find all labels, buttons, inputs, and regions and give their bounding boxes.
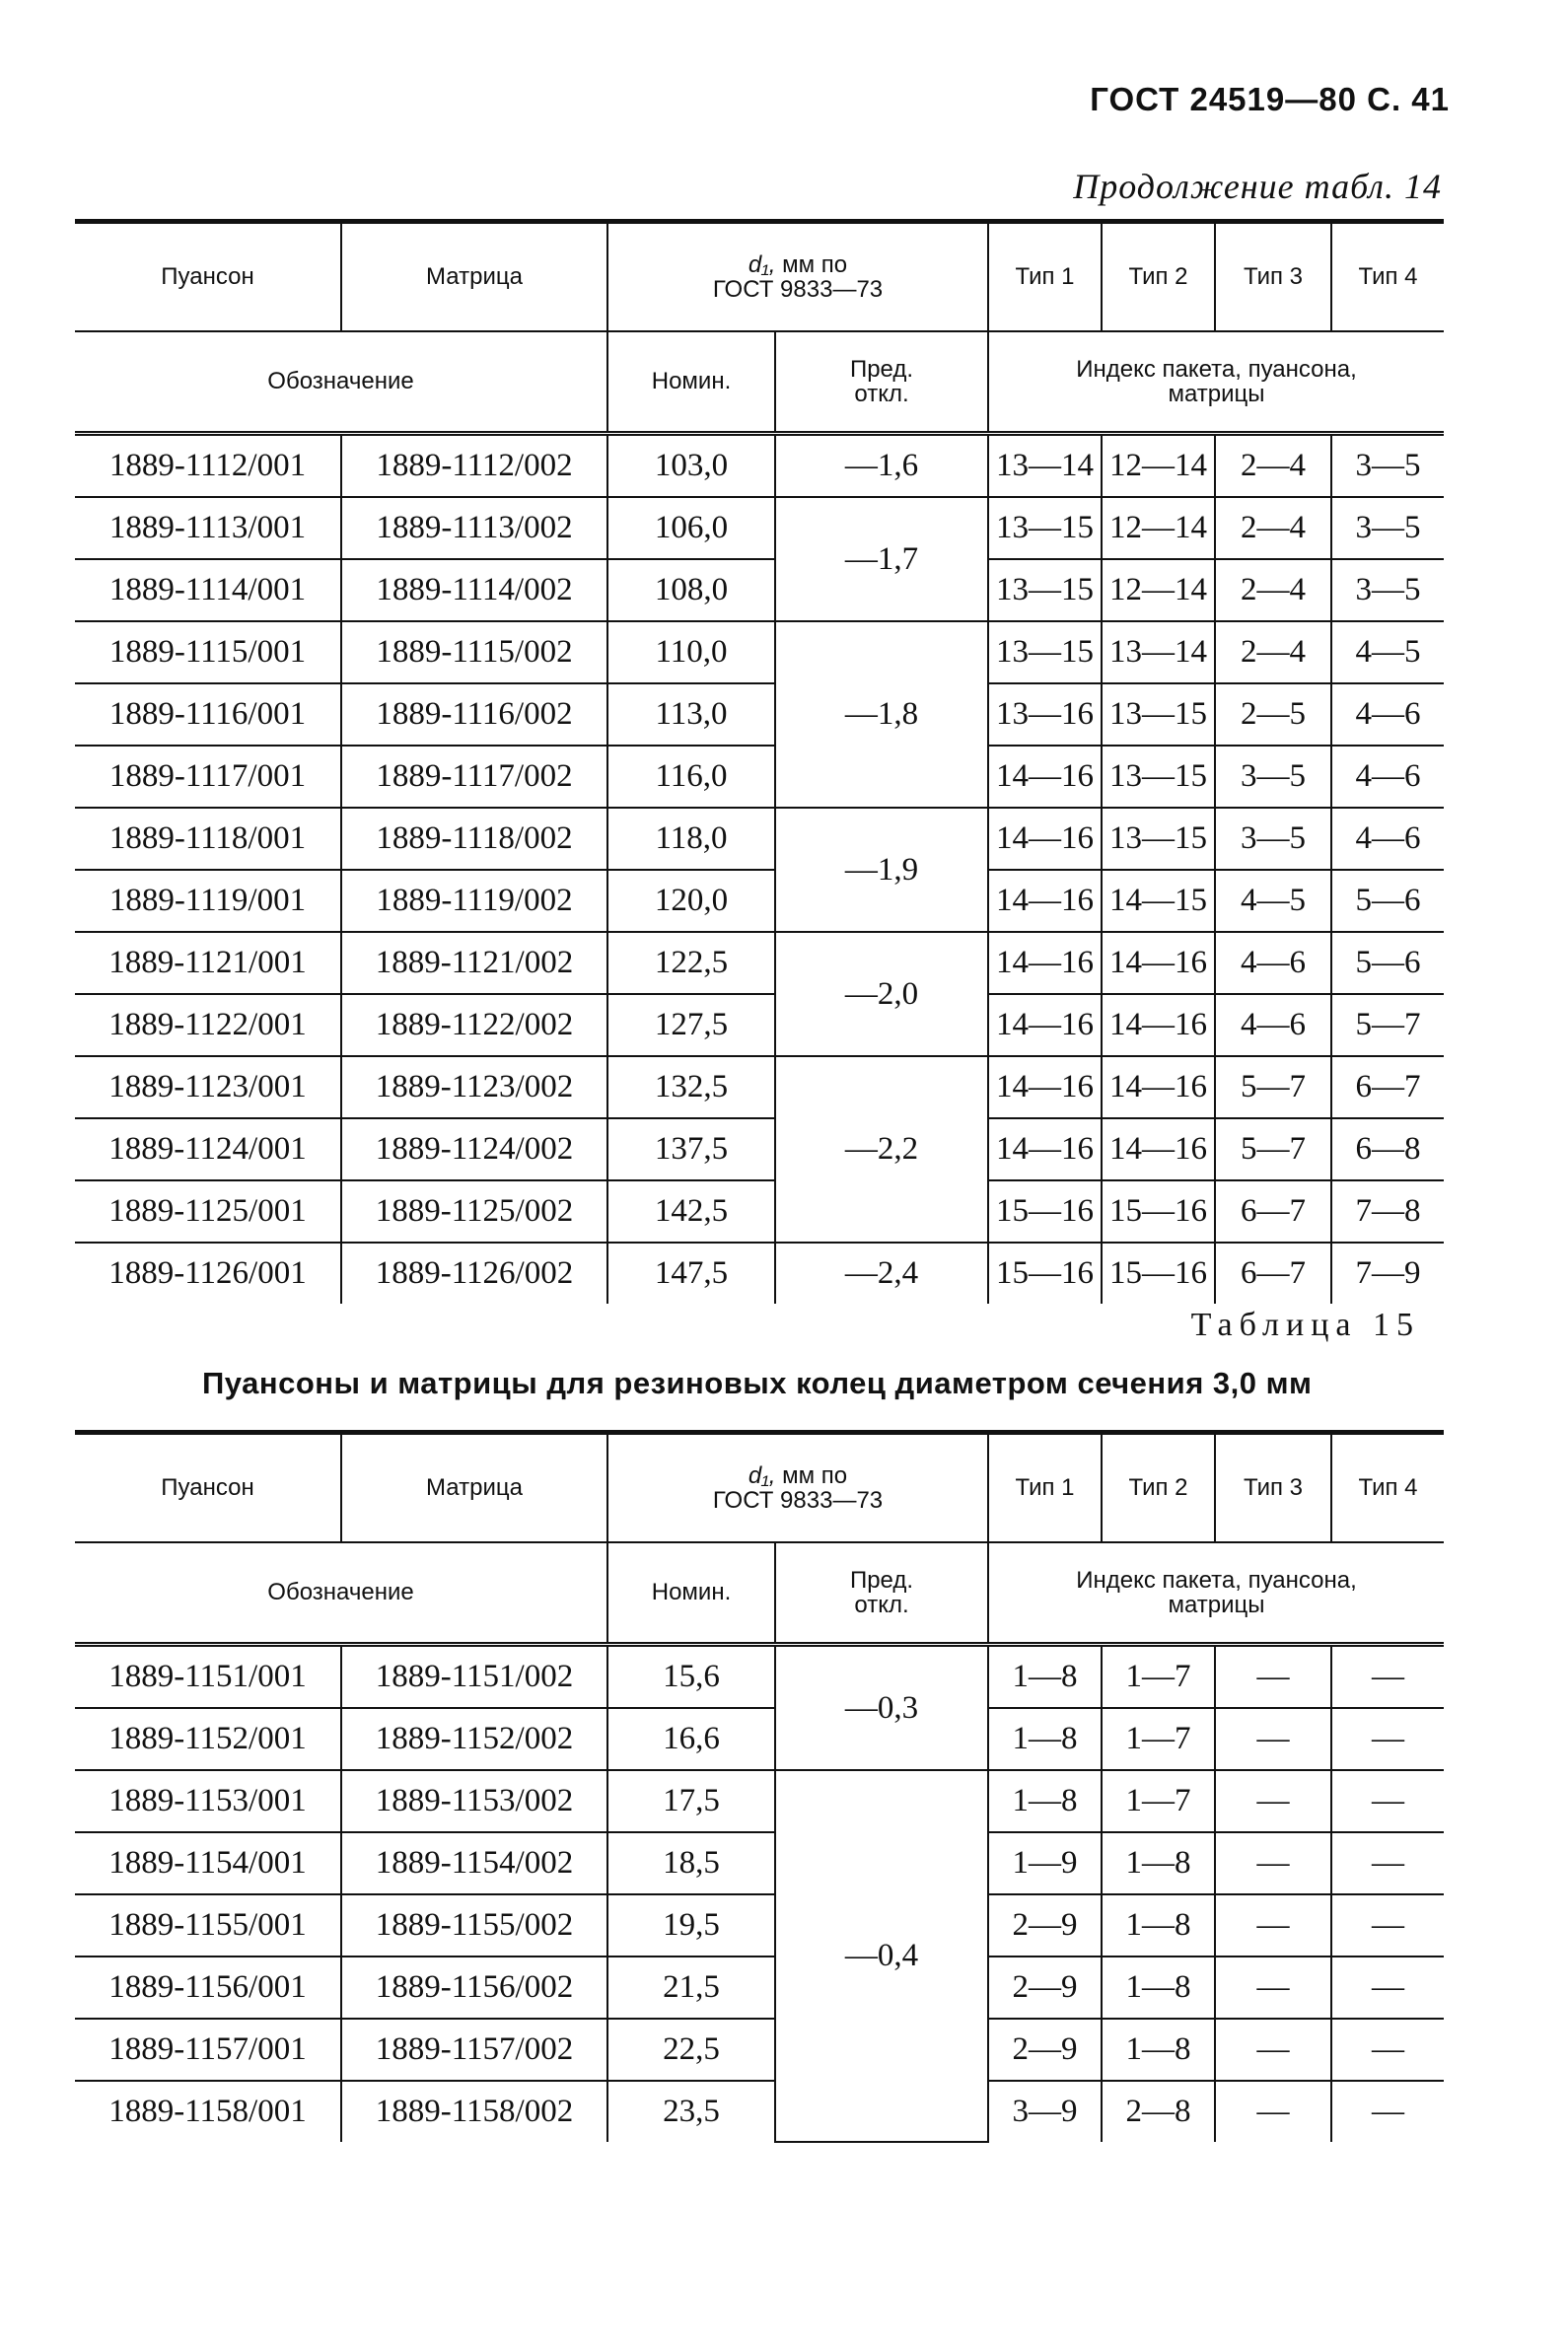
tolerance-value: —0,4 — [775, 1770, 988, 2142]
header-d1-standard: ГОСТ 9833—73 — [712, 1487, 884, 1514]
punch-code: 1889-1158/001 — [108, 2094, 307, 2129]
type3-index: — — [1215, 1708, 1331, 1770]
die-code: 1889-1113/002 — [341, 497, 607, 559]
header-punch: Пуансон — [75, 222, 341, 332]
type2-index: 14—16 — [1102, 994, 1215, 1056]
header-die: Матрица — [341, 222, 607, 332]
tolerance-value: —2,4 — [775, 1243, 988, 1304]
punch-code: 1889-1125/001 — [75, 1180, 341, 1243]
type4-index: 4—5 — [1331, 621, 1444, 683]
die-code: 1889-1121/002 — [341, 932, 607, 994]
nominal-value: 19,5 — [607, 1894, 775, 1957]
header-index-line2: матрицы — [1168, 1592, 1265, 1618]
type4-index: 5—6 — [1331, 870, 1444, 932]
type1-index: 13—16 — [988, 683, 1102, 746]
tolerance-value: —1,9 — [775, 808, 988, 932]
punch-code: 1889-1153/001 — [75, 1770, 341, 1832]
nominal-value: 132,5 — [607, 1056, 775, 1118]
die-code: 1889-1156/002 — [341, 1957, 607, 2019]
tolerance-value: —0,3 — [775, 1645, 988, 1771]
header-type1: Тип 1 — [988, 222, 1102, 332]
nominal-value: 23,5 — [607, 2081, 775, 2142]
tolerance-value: —1,8 — [775, 621, 988, 808]
type3-index: 4—6 — [1215, 932, 1331, 994]
type4-index: 6—7 — [1331, 1056, 1444, 1118]
header-nominal: Номин. — [607, 331, 775, 434]
type1-index: 13—15 — [988, 559, 1102, 621]
type3-index: 5—7 — [1215, 1118, 1331, 1180]
punch-code: 1889-1118/001 — [75, 808, 341, 870]
type2-index: 14—16 — [1102, 1056, 1215, 1118]
punch-code: 1889-1112/001 — [75, 434, 341, 498]
table-row — [75, 1708, 1444, 1770]
die-code: 1889-1115/002 — [341, 621, 607, 683]
die-code: 1889-1124/002 — [341, 1118, 607, 1180]
tolerance-value: —1,7 — [775, 497, 988, 621]
type3-index: — — [1215, 1770, 1331, 1832]
table-row — [75, 621, 1444, 683]
header-type4: Тип 4 — [1331, 1433, 1444, 1543]
type1-index: 15—16 — [988, 1243, 1102, 1304]
header-type3: Тип 3 — [1215, 222, 1331, 332]
table-row — [75, 808, 1444, 870]
punch-code: 1889-1114/001 — [75, 559, 341, 621]
header-designation: Обозначение — [75, 1542, 607, 1645]
type1-index: 14—16 — [988, 870, 1102, 932]
table-row — [75, 683, 1444, 746]
header-nominal: Номин. — [607, 1542, 775, 1645]
type1-index: 3—9 — [988, 2081, 1102, 2142]
type1-index: 13—15 — [988, 621, 1102, 683]
type4-index: — — [1331, 2019, 1444, 2081]
header-d1-rest: мм по — [775, 250, 848, 278]
table-row — [75, 1056, 1444, 1118]
type2-index: 13—15 — [1102, 683, 1215, 746]
type3-index: 4—5 — [1215, 870, 1331, 932]
type3-index: — — [1215, 1832, 1331, 1894]
type3-index: — — [1215, 2019, 1331, 2081]
nominal-value: 110,0 — [607, 621, 775, 683]
header-type1: Тип 1 — [988, 1433, 1102, 1543]
header-designation: Обозначение — [75, 331, 607, 434]
table-row — [75, 497, 1444, 559]
nominal-value: 16,6 — [607, 1708, 775, 1770]
table-row — [75, 2081, 1444, 2142]
die-code: 1889-1118/002 — [341, 808, 607, 870]
header-punch: Пуансон — [75, 1433, 341, 1543]
type2-index: 1—7 — [1102, 1708, 1215, 1770]
table-row — [75, 1118, 1444, 1180]
die-code: 1889-1158/002 — [341, 2081, 607, 2142]
nominal-value: 118,0 — [607, 808, 775, 870]
punch-code: 1889-1124/001 — [75, 1118, 341, 1180]
header-index — [988, 331, 1444, 434]
header-index-line1: Индекс пакета, пуансона, — [1076, 355, 1357, 383]
table-row — [75, 1180, 1444, 1243]
table-14 — [75, 219, 1444, 1304]
type3-index: — — [1215, 1957, 1331, 2019]
nominal-value: 108,0 — [607, 559, 775, 621]
type4-index: — — [1331, 1770, 1444, 1832]
type3-index: 3—5 — [1215, 808, 1331, 870]
punch-code: 1889-1126/001 — [108, 1255, 307, 1291]
type2-index: 1—8 — [1102, 1957, 1215, 2019]
die-code: 1889-1122/002 — [341, 994, 607, 1056]
table-row — [75, 1957, 1444, 2019]
table-row — [75, 2019, 1444, 2081]
table-row — [75, 1243, 1444, 1304]
type3-index: — — [1215, 2081, 1331, 2142]
type2-index: 14—16 — [1102, 1118, 1215, 1180]
type4-index: — — [1331, 1645, 1444, 1709]
type2-index: 1—7 — [1102, 1770, 1215, 1832]
header-type2: Тип 2 — [1102, 222, 1215, 332]
table-row — [75, 1770, 1444, 1832]
type4-index: 4—6 — [1331, 746, 1444, 808]
type4-index: 3—5 — [1331, 497, 1444, 559]
type2-index: 15—16 — [1102, 1243, 1215, 1304]
type3-index: 6—7 — [1215, 1243, 1331, 1304]
type1-index: 1—8 — [988, 1770, 1102, 1832]
nominal-value: 15,6 — [607, 1645, 775, 1709]
type2-index: 1—8 — [1102, 2019, 1215, 2081]
nominal-value: 147,5 — [607, 1243, 775, 1304]
type4-index: 5—7 — [1331, 994, 1444, 1056]
punch-code: 1889-1121/001 — [75, 932, 341, 994]
type4-index: 6—8 — [1331, 1118, 1444, 1180]
table-row — [75, 1645, 1444, 1709]
punch-code: 1889-1113/001 — [75, 497, 341, 559]
die-code: 1889-1123/002 — [341, 1056, 607, 1118]
type3-index: — — [1215, 1645, 1331, 1709]
type4-index: — — [1331, 1832, 1444, 1894]
type2-index: 1—8 — [1102, 1832, 1215, 1894]
type2-index: 13—14 — [1102, 621, 1215, 683]
type1-index: 2—9 — [988, 1957, 1102, 2019]
die-code: 1889-1126/002 — [341, 1243, 607, 1304]
tolerance-value: —2,0 — [775, 932, 988, 1056]
type3-index: 2—5 — [1215, 683, 1331, 746]
punch-code: 1889-1155/001 — [75, 1894, 341, 1957]
type1-index: 14—16 — [988, 1056, 1102, 1118]
header-d1 — [607, 1433, 988, 1543]
die-code: 1889-1151/002 — [341, 1645, 607, 1709]
nominal-value: 18,5 — [607, 1832, 775, 1894]
type3-index: — — [1215, 1894, 1331, 1957]
die-code: 1889-1157/002 — [341, 2019, 607, 2081]
punch-code: 1889-1157/001 — [75, 2019, 341, 2081]
type1-index: 13—14 — [988, 434, 1102, 498]
die-code: 1889-1114/002 — [341, 559, 607, 621]
type1-index: 1—8 — [988, 1645, 1102, 1709]
type3-index: 2—4 — [1215, 434, 1331, 498]
type2-index: 2—8 — [1102, 2081, 1215, 2142]
type4-index: 3—5 — [1331, 559, 1444, 621]
table-15 — [75, 1430, 1444, 2143]
punch-code: 1889-1154/001 — [75, 1832, 341, 1894]
type1-index: 1—9 — [988, 1832, 1102, 1894]
table-row — [75, 870, 1444, 932]
page-header: ГОСТ 24519—80 С. 41 — [1090, 81, 1450, 117]
nominal-value: 137,5 — [607, 1118, 775, 1180]
type1-index: 14—16 — [988, 746, 1102, 808]
table-number-label: Таблица 15 — [1190, 1307, 1420, 1343]
table-row — [75, 994, 1444, 1056]
type4-index: — — [1331, 1957, 1444, 2019]
nominal-value: 122,5 — [607, 932, 775, 994]
type2-index: 12—14 — [1102, 497, 1215, 559]
punch-code: 1889-1123/001 — [75, 1056, 341, 1118]
type4-index: 3—5 — [1331, 434, 1444, 498]
type4-index: — — [1331, 1708, 1444, 1770]
die-code: 1889-1119/002 — [341, 870, 607, 932]
nominal-value: 113,0 — [607, 683, 775, 746]
type1-index: 2—9 — [988, 2019, 1102, 2081]
nominal-value: 22,5 — [607, 2019, 775, 2081]
type4-index: — — [1331, 1894, 1444, 1957]
type1-index: 2—9 — [988, 1894, 1102, 1957]
header-die: Матрица — [341, 1433, 607, 1543]
punch-code: 1889-1119/001 — [75, 870, 341, 932]
header-tolerance — [775, 1542, 988, 1645]
die-code: 1889-1154/002 — [341, 1832, 607, 1894]
type4-index: — — [1331, 2081, 1444, 2142]
header-tolerance-line2: откл. — [854, 1592, 909, 1618]
header-d1 — [607, 222, 988, 332]
type3-index: 3—5 — [1215, 746, 1331, 808]
punch-code: 1889-1151/001 — [75, 1645, 341, 1709]
punch-code: 1889-1152/001 — [75, 1708, 341, 1770]
type1-index: 1—8 — [988, 1708, 1102, 1770]
type2-index: 12—14 — [1102, 434, 1215, 498]
type2-index: 13—15 — [1102, 746, 1215, 808]
header-tolerance — [775, 331, 988, 434]
table-title: Пуансоны и матрицы для резиновых колец диаметром сечения 3,0 мм — [202, 1366, 1313, 1400]
table-row — [75, 932, 1444, 994]
header-tolerance-line1: Пред. — [849, 355, 914, 383]
type3-index: 5—7 — [1215, 1056, 1331, 1118]
header-d1-rest: мм по — [775, 1461, 848, 1489]
table-row — [75, 1894, 1444, 1957]
header-type4: Тип 4 — [1331, 222, 1444, 332]
type2-index: 12—14 — [1102, 559, 1215, 621]
type4-index: 7—8 — [1331, 1180, 1444, 1243]
punch-code: 1889-1117/001 — [75, 746, 341, 808]
type2-index: 14—16 — [1102, 932, 1215, 994]
die-code: 1889-1155/002 — [341, 1894, 607, 1957]
header-type3: Тип 3 — [1215, 1433, 1331, 1543]
nominal-value: 103,0 — [607, 434, 775, 498]
type3-index: 2—4 — [1215, 559, 1331, 621]
tolerance-value: —1,6 — [775, 434, 988, 498]
type3-index: 2—4 — [1215, 497, 1331, 559]
die-code: 1889-1152/002 — [341, 1708, 607, 1770]
type2-index: 1—8 — [1102, 1894, 1215, 1957]
type2-index: 15—16 — [1102, 1180, 1215, 1243]
punch-code: 1889-1156/001 — [75, 1957, 341, 2019]
nominal-value: 116,0 — [607, 746, 775, 808]
table-row — [75, 746, 1444, 808]
type2-index: 13—15 — [1102, 808, 1215, 870]
punch-code: 1889-1115/001 — [75, 621, 341, 683]
table-continuation-label: Продолжение табл. 14 — [1073, 167, 1442, 206]
table-row — [75, 434, 1444, 498]
type3-index: 2—4 — [1215, 621, 1331, 683]
type4-index: 4—6 — [1331, 808, 1444, 870]
nominal-value: 120,0 — [607, 870, 775, 932]
type2-index: 1—7 — [1102, 1645, 1215, 1709]
type4-index: 5—6 — [1331, 932, 1444, 994]
die-code: 1889-1153/002 — [341, 1770, 607, 1832]
nominal-value: 21,5 — [607, 1957, 775, 2019]
header-tolerance-line1: Пред. — [849, 1566, 914, 1594]
type1-index: 14—16 — [988, 1118, 1102, 1180]
header-d1-symbol: d₁, — [748, 250, 776, 278]
type1-index: 14—16 — [988, 808, 1102, 870]
type1-index: 14—16 — [988, 932, 1102, 994]
punch-code: 1889-1116/001 — [75, 683, 341, 746]
die-code: 1889-1125/002 — [341, 1180, 607, 1243]
type3-index: 6—7 — [1215, 1180, 1331, 1243]
type1-index: 15—16 — [988, 1180, 1102, 1243]
type2-index: 14—15 — [1102, 870, 1215, 932]
punch-code: 1889-1122/001 — [75, 994, 341, 1056]
table-row — [75, 1832, 1444, 1894]
type3-index: 4—6 — [1215, 994, 1331, 1056]
table-row — [75, 559, 1444, 621]
header-index-line2: матрицы — [1168, 381, 1265, 407]
nominal-value: 17,5 — [607, 1770, 775, 1832]
header-index — [988, 1542, 1444, 1645]
die-code: 1889-1117/002 — [341, 746, 607, 808]
header-tolerance-line2: откл. — [854, 381, 909, 407]
header-type2: Тип 2 — [1102, 1433, 1215, 1543]
type1-index: 14—16 — [988, 994, 1102, 1056]
die-code: 1889-1116/002 — [341, 683, 607, 746]
type4-index: 4—6 — [1331, 683, 1444, 746]
header-index-line1: Индекс пакета, пуансона, — [1076, 1566, 1357, 1594]
type4-index: 7—9 — [1331, 1243, 1444, 1304]
die-code: 1889-1112/002 — [341, 434, 607, 498]
type1-index: 13—15 — [988, 497, 1102, 559]
header-d1-standard: ГОСТ 9833—73 — [712, 276, 884, 303]
nominal-value: 142,5 — [607, 1180, 775, 1243]
nominal-value: 106,0 — [607, 497, 775, 559]
nominal-value: 127,5 — [607, 994, 775, 1056]
tolerance-value: —2,2 — [775, 1056, 988, 1243]
header-d1-symbol: d₁, — [748, 1461, 776, 1489]
